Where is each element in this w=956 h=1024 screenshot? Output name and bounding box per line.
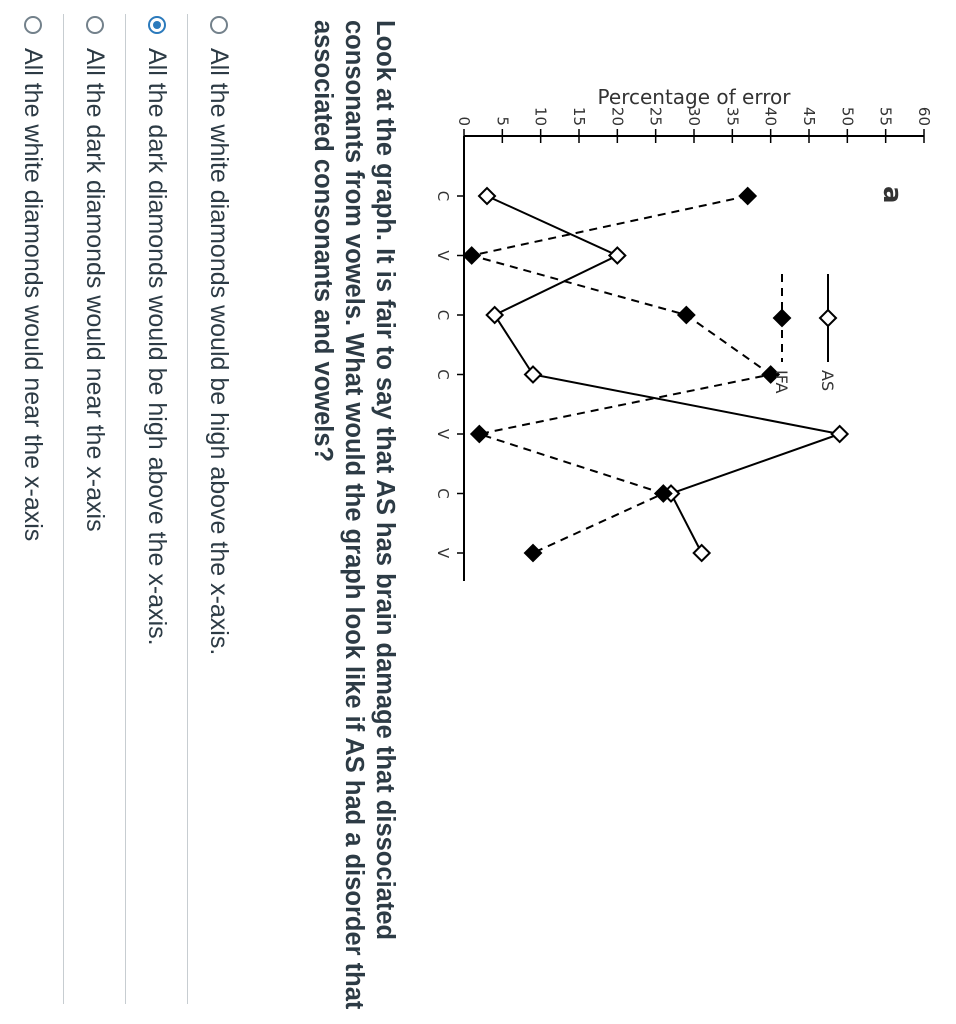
data-point-ifa bbox=[525, 545, 541, 561]
legend-marker-as bbox=[820, 310, 836, 326]
legend-label-ifa: IFA bbox=[772, 370, 791, 394]
y-tick-label: 30 bbox=[685, 106, 703, 126]
series-line-ifa bbox=[472, 196, 771, 553]
error-chart bbox=[396, 0, 956, 1024]
x-tick-label: C bbox=[434, 369, 452, 380]
chart-legend bbox=[772, 274, 837, 393]
y-tick-label: 10 bbox=[531, 106, 550, 126]
x-tick-label: V bbox=[434, 428, 452, 440]
data-point-as bbox=[487, 307, 503, 323]
radio-button-2[interactable] bbox=[86, 16, 104, 34]
radio-button-1[interactable] bbox=[148, 16, 166, 34]
answer-option-label: All the white diamonds would be high above the x-axis. bbox=[205, 48, 234, 656]
answer-option-3[interactable] bbox=[2, 14, 64, 1004]
data-point-ifa bbox=[471, 426, 487, 442]
radio-button-0[interactable] bbox=[210, 16, 228, 34]
y-tick-label: 0 bbox=[455, 116, 473, 126]
x-tick-label: C bbox=[434, 190, 452, 202]
data-point-ifa bbox=[678, 307, 694, 323]
y-tick-label: 40 bbox=[761, 106, 780, 126]
chart-panel-label: a bbox=[877, 186, 907, 204]
x-tick-label: C bbox=[434, 309, 452, 321]
legend-marker-ifa bbox=[774, 310, 790, 326]
y-tick-label: 60 bbox=[915, 106, 933, 126]
chart-axes bbox=[434, 107, 933, 581]
data-point-as bbox=[609, 248, 625, 264]
x-tick-label: V bbox=[434, 547, 452, 559]
data-point-as bbox=[694, 545, 710, 561]
answer-option-2[interactable] bbox=[63, 14, 126, 1004]
answer-option-label: All the white diamonds would near the x-axis bbox=[19, 48, 48, 542]
question-text: Look at the graph. It is fair to say that AS has brain damage that dissociated consonants from vowels. What would the graph look like if AS had a disorder that associated consonants and vowels? bbox=[309, 20, 399, 1010]
answer-option-1[interactable] bbox=[125, 14, 188, 1004]
answer-option-label: All the dark diamonds would be high above the x-axis. bbox=[143, 48, 172, 646]
y-tick-label: 25 bbox=[646, 106, 665, 126]
chart-ylabel: Percentage of error bbox=[597, 85, 791, 109]
data-point-as bbox=[832, 426, 848, 442]
y-tick-label: 20 bbox=[608, 106, 627, 126]
radio-button-3[interactable] bbox=[24, 16, 42, 34]
y-tick-label: 55 bbox=[876, 106, 895, 126]
y-tick-label: 35 bbox=[723, 106, 742, 126]
y-tick-label: 45 bbox=[800, 106, 818, 126]
y-tick-label: 5 bbox=[493, 116, 512, 126]
x-tick-label: C bbox=[434, 488, 452, 499]
y-tick-label: 50 bbox=[838, 106, 857, 126]
y-tick-label: 15 bbox=[570, 106, 588, 126]
data-point-as bbox=[479, 188, 495, 204]
legend-label-as: AS bbox=[818, 370, 837, 392]
answer-option-0[interactable] bbox=[187, 14, 250, 1004]
answer-option-label: All the dark diamonds would near the x-axis bbox=[81, 48, 110, 532]
x-tick-label: V bbox=[434, 250, 452, 261]
data-point-as bbox=[525, 367, 541, 383]
data-point-ifa bbox=[464, 248, 480, 264]
data-point-ifa bbox=[740, 188, 756, 204]
